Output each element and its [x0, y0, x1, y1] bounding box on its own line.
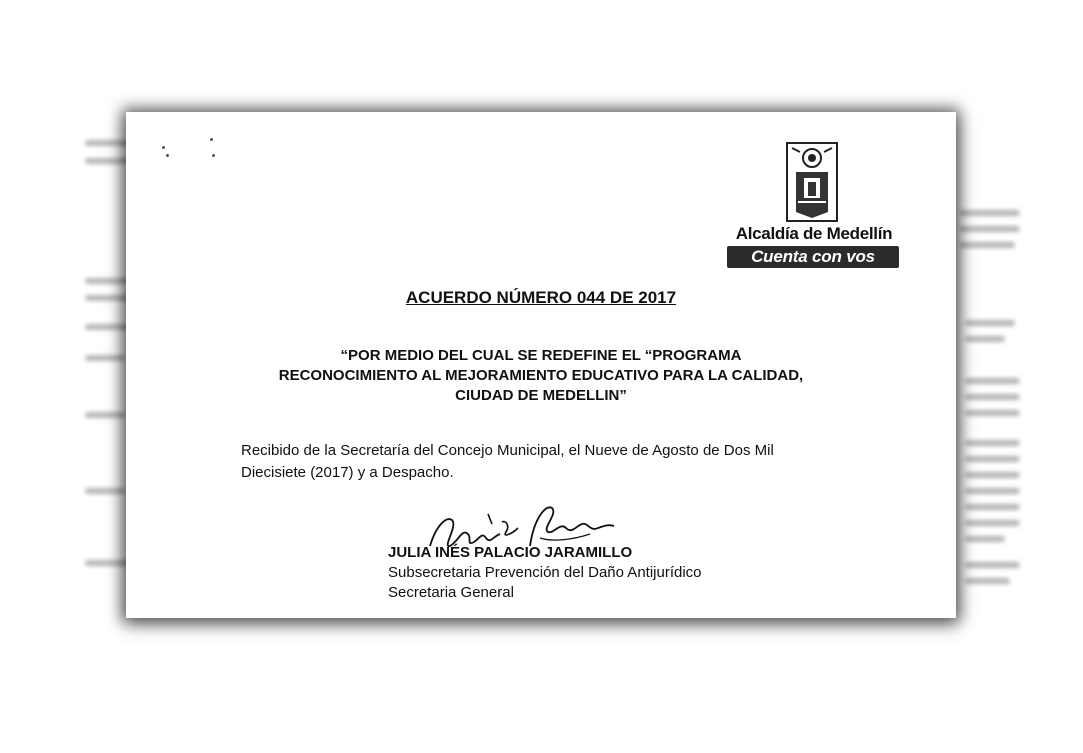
subject-line: “POR MEDIO DEL CUAL SE REDEFINE EL “PROGRAMA — [340, 347, 742, 364]
received-note — [241, 440, 851, 484]
signatory-office: Secretaria General — [388, 584, 514, 601]
signatory-name: JULIA INÉS PALACIO JARAMILLO — [388, 544, 633, 561]
alcaldia-logo — [724, 142, 904, 268]
received-line: Recibido de la Secretaría del Concejo Municipal, el Nueve de Agosto de Dos Mil — [241, 442, 774, 459]
subject-line: RECONOCIMIENTO AL MEJORAMIENTO EDUCATIVO PARA LA CALIDAD, — [278, 367, 804, 384]
document-subject — [226, 346, 856, 406]
document-title: ACUERDO NÚMERO 044 DE 2017 — [405, 288, 677, 307]
medellin-coat-of-arms-icon — [786, 142, 838, 222]
logo-title: Alcaldía de Medellín — [735, 224, 893, 243]
signatory-role: Subsecretaria Prevención del Daño Antijurídico — [388, 564, 702, 581]
subject-line: CIUDAD DE MEDELLIN” — [455, 387, 627, 404]
received-line: Diecisiete (2017) y a Despacho. — [241, 464, 454, 481]
document-page — [126, 112, 956, 618]
logo-slogan: Cuenta con vos — [727, 246, 899, 268]
